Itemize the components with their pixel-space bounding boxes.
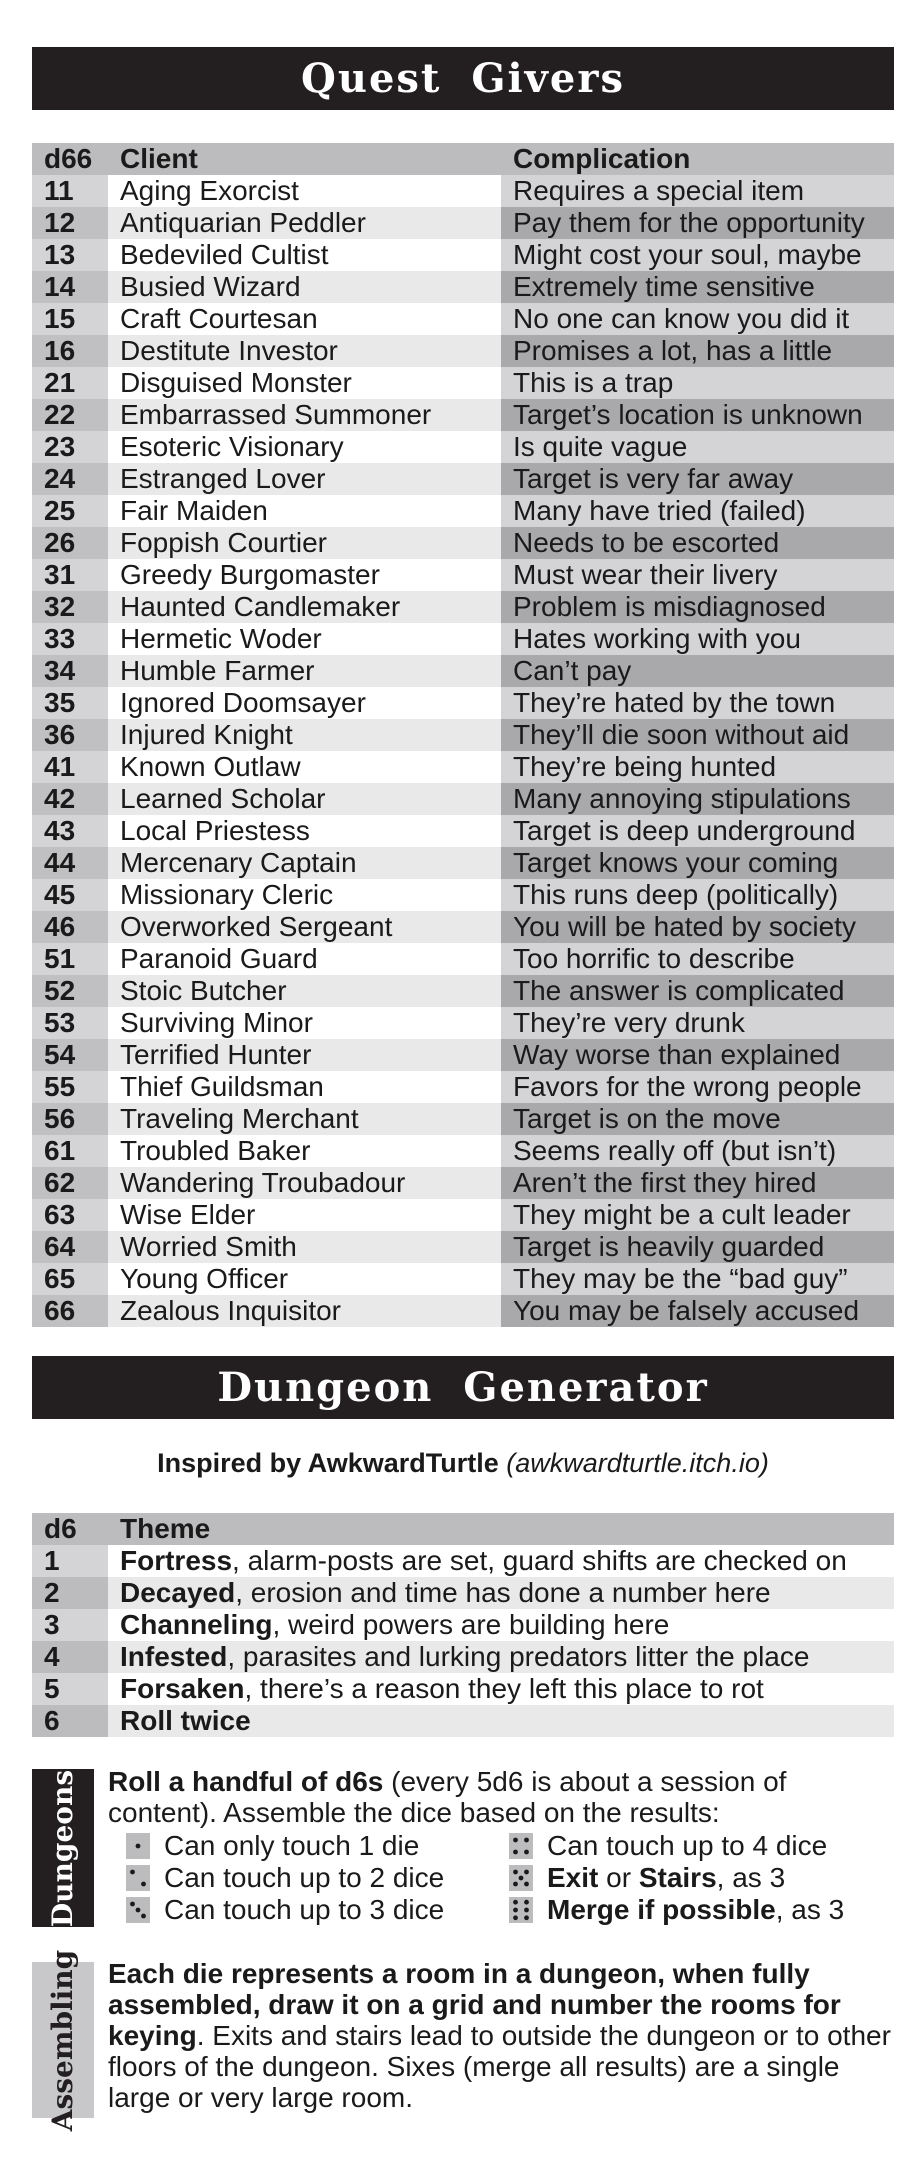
complication-cell: They’ll die soon without aid [501, 719, 894, 751]
complication-cell: This runs deep (politically) [501, 879, 894, 911]
quest-givers-table [32, 143, 894, 1327]
complication-cell: Too horrific to describe [501, 943, 894, 975]
dice-rule [509, 1830, 896, 1862]
roll-cell: 62 [32, 1167, 108, 1199]
dice-rule-text [547, 1894, 844, 1926]
table-row [32, 1199, 894, 1231]
roll-cell: 55 [32, 1071, 108, 1103]
complication-cell: The answer is complicated [501, 975, 894, 1007]
theme-text-cell [108, 1641, 894, 1673]
table-header-row [32, 143, 894, 175]
theme-roll-cell: 4 [32, 1641, 108, 1673]
roll-cell: 51 [32, 943, 108, 975]
table-row [32, 1231, 894, 1263]
complication-cell: You may be falsely accused [501, 1295, 894, 1327]
theme-name: Fortress [120, 1545, 233, 1576]
complication-cell: Hates working with you [501, 623, 894, 655]
client-cell: Wandering Troubadour [108, 1167, 501, 1199]
roll-cell: 32 [32, 591, 108, 623]
table-row [32, 175, 894, 207]
theme-description: , weird powers are building here [272, 1609, 670, 1640]
client-cell: Fair Maiden [108, 495, 501, 527]
client-cell: Terrified Hunter [108, 1039, 501, 1071]
client-cell: Humble Farmer [108, 655, 501, 687]
table-row [32, 1007, 894, 1039]
complication-cell: Can’t pay [501, 655, 894, 687]
theme-roll-cell: 6 [32, 1705, 108, 1737]
die-face-4-icon [509, 1833, 533, 1859]
complication-cell: They’re being hunted [501, 751, 894, 783]
quest-givers-banner [32, 47, 894, 110]
table-row [32, 751, 894, 783]
complication-cell: Target knows your coming [501, 847, 894, 879]
client-cell: Paranoid Guard [108, 943, 501, 975]
roll-cell: 43 [32, 815, 108, 847]
roll-cell: 63 [32, 1199, 108, 1231]
client-cell: Overworked Sergeant [108, 911, 501, 943]
complication-cell: They’re hated by the town [501, 687, 894, 719]
assembling-rest: . Exits and stairs lead to outside the dungeon or to other floors of the dungeon. Sixes (merge all results) are a single large or very large room. [108, 2020, 891, 2113]
dice-rule-bold: Exit [547, 1862, 599, 1893]
table-row [32, 1071, 894, 1103]
roll-cell: 53 [32, 1007, 108, 1039]
theme-row [32, 1545, 894, 1577]
client-cell: Learned Scholar [108, 783, 501, 815]
complication-cell: Problem is misdiagnosed [501, 591, 894, 623]
dice-rule-description: , as 3 [775, 1894, 845, 1925]
client-cell: Embarrassed Summoner [108, 399, 501, 431]
theme-name: Forsaken [120, 1673, 245, 1704]
complication-cell: Target is heavily guarded [501, 1231, 894, 1263]
roll-cell: 36 [32, 719, 108, 751]
dungeons-intro-bold: Roll a handful of d6s [108, 1766, 384, 1797]
theme-row [32, 1577, 894, 1609]
theme-text-cell [108, 1545, 894, 1577]
dice-rule-description: Can only touch 1 die [164, 1830, 420, 1861]
complication-cell: Way worse than explained [501, 1039, 894, 1071]
complication-cell: Might cost your soul, maybe [501, 239, 894, 271]
theme-text-cell [108, 1609, 894, 1641]
quest-givers-title: Quest Givers [301, 55, 625, 102]
client-cell: Injured Knight [108, 719, 501, 751]
inspired-by-credit [32, 1448, 894, 1479]
dice-rule-text [547, 1862, 785, 1894]
theme-row [32, 1609, 894, 1641]
table-row [32, 975, 894, 1007]
client-cell: Antiquarian Peddler [108, 207, 501, 239]
client-cell: Haunted Candlemaker [108, 591, 501, 623]
dice-rule-text [547, 1830, 827, 1862]
dice-rule [126, 1894, 509, 1926]
table-row [32, 207, 894, 239]
roll-cell: 24 [32, 463, 108, 495]
theme-row [32, 1641, 894, 1673]
roll-cell: 44 [32, 847, 108, 879]
dungeons-tab-label: Dungeons [46, 1769, 80, 1927]
complication-cell: Seems really off (but isn’t) [501, 1135, 894, 1167]
roll-cell: 14 [32, 271, 108, 303]
roll-cell: 12 [32, 207, 108, 239]
theme-roll-cell: 5 [32, 1673, 108, 1705]
client-cell: Mercenary Captain [108, 847, 501, 879]
roll-cell: 16 [32, 335, 108, 367]
roll-cell: 61 [32, 1135, 108, 1167]
table-row [32, 559, 894, 591]
client-cell: Missionary Cleric [108, 879, 501, 911]
table-row [32, 367, 894, 399]
client-cell: Young Officer [108, 1263, 501, 1295]
complication-cell: Target is very far away [501, 463, 894, 495]
inspired-by-text: Inspired by AwkwardTurtle [157, 1448, 499, 1478]
client-cell: Disguised Monster [108, 367, 501, 399]
dice-rule-description: Can touch up to 2 dice [164, 1862, 445, 1893]
roll-cell: 52 [32, 975, 108, 1007]
client-cell: Known Outlaw [108, 751, 501, 783]
table-row [32, 847, 894, 879]
table-row [32, 719, 894, 751]
client-cell: Ignored Doomsayer [108, 687, 501, 719]
roll-cell: 41 [32, 751, 108, 783]
complication-cell: Target’s location is unknown [501, 399, 894, 431]
theme-text-cell [108, 1673, 894, 1705]
dungeon-generator-banner [32, 1356, 894, 1419]
table-row [32, 623, 894, 655]
complication-cell: You will be hated by society [501, 911, 894, 943]
client-cell: Greedy Burgomaster [108, 559, 501, 591]
die-face-6-icon [509, 1897, 533, 1923]
roll-cell: 22 [32, 399, 108, 431]
complication-cell: Many have tried (failed) [501, 495, 894, 527]
theme-description: , erosion and time has done a number here [235, 1577, 771, 1608]
dice-rule-text [164, 1830, 419, 1862]
dice-rule-description: Can touch up to 4 dice [547, 1830, 828, 1861]
complication-cell: Is quite vague [501, 431, 894, 463]
roll-cell: 31 [32, 559, 108, 591]
dice-rule [509, 1862, 896, 1894]
dice-row [126, 1830, 896, 1862]
complication-cell: They might be a cult leader [501, 1199, 894, 1231]
table-row [32, 495, 894, 527]
roll-cell: 23 [32, 431, 108, 463]
client-cell: Troubled Baker [108, 1135, 501, 1167]
complication-cell: Needs to be escorted [501, 527, 894, 559]
column-header-d6: d6 [32, 1513, 108, 1545]
dice-rule-bold: Merge if possible [547, 1894, 776, 1925]
table-row [32, 1039, 894, 1071]
column-header-d66: d66 [32, 143, 108, 175]
client-cell: Foppish Courtier [108, 527, 501, 559]
table-row [32, 399, 894, 431]
table-row [32, 1167, 894, 1199]
table-row [32, 303, 894, 335]
client-cell: Aging Exorcist [108, 175, 501, 207]
theme-text-cell [108, 1705, 894, 1737]
client-cell: Local Priestess [108, 815, 501, 847]
client-cell: Bedeviled Cultist [108, 239, 501, 271]
roll-cell: 54 [32, 1039, 108, 1071]
theme-header-row [32, 1513, 894, 1545]
theme-roll-cell: 1 [32, 1545, 108, 1577]
table-row [32, 527, 894, 559]
dice-rule-description: Can touch up to 3 dice [164, 1894, 445, 1925]
complication-cell: Requires a special item [501, 175, 894, 207]
complication-cell: Promises a lot, has a little [501, 335, 894, 367]
table-row [32, 239, 894, 271]
dice-row [126, 1862, 896, 1894]
dice-rules-grid [126, 1830, 896, 1926]
client-cell: Busied Wizard [108, 271, 501, 303]
roll-cell: 35 [32, 687, 108, 719]
roll-cell: 66 [32, 1295, 108, 1327]
client-cell: Wise Elder [108, 1199, 501, 1231]
dice-rule [509, 1894, 896, 1926]
client-cell: Traveling Merchant [108, 1103, 501, 1135]
theme-text-cell [108, 1577, 894, 1609]
complication-cell: Pay them for the opportunity [501, 207, 894, 239]
theme-roll-cell: 3 [32, 1609, 108, 1641]
dungeons-intro-rest: (every 5d6 is about a session of content). Assemble the dice based on the results: [108, 1766, 787, 1828]
roll-cell: 34 [32, 655, 108, 687]
table-row [32, 431, 894, 463]
table-row [32, 1135, 894, 1167]
roll-cell: 46 [32, 911, 108, 943]
inspired-by-link[interactable]: (awkwardturtle.itch.io) [506, 1448, 769, 1478]
complication-cell: No one can know you did it [501, 303, 894, 335]
roll-cell: 11 [32, 175, 108, 207]
complication-cell: Many annoying stipulations [501, 783, 894, 815]
dice-row [126, 1894, 896, 1926]
die-face-1-icon [126, 1833, 150, 1859]
client-cell: Stoic Butcher [108, 975, 501, 1007]
complication-cell: Target is on the move [501, 1103, 894, 1135]
die-face-5-icon [509, 1865, 533, 1891]
complication-cell: Favors for the wrong people [501, 1071, 894, 1103]
client-cell: Zealous Inquisitor [108, 1295, 501, 1327]
roll-cell: 25 [32, 495, 108, 527]
theme-name: Decayed [120, 1577, 236, 1608]
dice-rule-description: , as 3 [716, 1862, 786, 1893]
client-cell: Esoteric Visionary [108, 431, 501, 463]
roll-cell: 21 [32, 367, 108, 399]
complication-cell: They may be the “bad guy” [501, 1263, 894, 1295]
assembling-side-tab [32, 1949, 94, 2131]
roll-cell: 15 [32, 303, 108, 335]
roll-cell: 13 [32, 239, 108, 271]
theme-description: , there’s a reason they left this place to rot [244, 1673, 764, 1704]
roll-cell: 65 [32, 1263, 108, 1295]
table-row [32, 783, 894, 815]
roll-cell: 42 [32, 783, 108, 815]
dungeons-side-tab [32, 1769, 94, 1927]
dungeon-generator-title: Dungeon Generator [217, 1364, 709, 1411]
table-row [32, 271, 894, 303]
table-row [32, 463, 894, 495]
complication-cell: This is a trap [501, 367, 894, 399]
assembling-paragraph [108, 1958, 898, 2113]
dice-rule-text [164, 1862, 444, 1894]
die-face-2-icon [126, 1865, 150, 1891]
die-face-3-icon [126, 1897, 150, 1923]
table-row [32, 943, 894, 975]
theme-name: Infested [120, 1641, 228, 1672]
dice-rule [126, 1862, 509, 1894]
complication-cell: Aren’t the first they hired [501, 1167, 894, 1199]
theme-description: , alarm-posts are set, guard shifts are checked on [232, 1545, 847, 1576]
table-row [32, 687, 894, 719]
column-header-client: Client [108, 143, 501, 175]
theme-row [32, 1673, 894, 1705]
table-row [32, 335, 894, 367]
client-cell: Estranged Lover [108, 463, 501, 495]
roll-cell: 33 [32, 623, 108, 655]
dice-rule-text [164, 1894, 444, 1926]
dungeons-paragraph [108, 1766, 898, 1828]
client-cell: Destitute Investor [108, 335, 501, 367]
dice-rule-or: or [598, 1862, 639, 1893]
table-row [32, 591, 894, 623]
dice-rule [126, 1830, 509, 1862]
theme-name: Channeling [120, 1609, 273, 1640]
table-row [32, 655, 894, 687]
roll-cell: 56 [32, 1103, 108, 1135]
table-row [32, 815, 894, 847]
complication-cell: Target is deep underground [501, 815, 894, 847]
theme-row [32, 1705, 894, 1737]
roll-cell: 64 [32, 1231, 108, 1263]
complication-cell: They’re very drunk [501, 1007, 894, 1039]
assembling-tab-label: Assembling [46, 1949, 80, 2131]
complication-cell: Must wear their livery [501, 559, 894, 591]
column-header-complication: Complication [501, 143, 894, 175]
table-row [32, 1263, 894, 1295]
theme-description: , parasites and lurking predators litter the place [227, 1641, 810, 1672]
roll-cell: 45 [32, 879, 108, 911]
client-cell: Thief Guildsman [108, 1071, 501, 1103]
complication-cell: Extremely time sensitive [501, 271, 894, 303]
client-cell: Surviving Minor [108, 1007, 501, 1039]
roll-cell: 26 [32, 527, 108, 559]
client-cell: Craft Courtesan [108, 303, 501, 335]
column-header-theme: Theme [108, 1513, 894, 1545]
assembling-bold: Each die represents a room in a dungeon, when fully assembled, draw it on a grid and number the rooms for keying [108, 1958, 841, 2051]
table-row [32, 1295, 894, 1327]
table-row [32, 879, 894, 911]
client-cell: Worried Smith [108, 1231, 501, 1263]
theme-roll-cell: 2 [32, 1577, 108, 1609]
theme-table [32, 1513, 894, 1737]
client-cell: Hermetic Woder [108, 623, 501, 655]
dice-rule-bold-2: Stairs [638, 1862, 717, 1893]
table-row [32, 1103, 894, 1135]
theme-name: Roll twice [120, 1705, 251, 1736]
table-row [32, 911, 894, 943]
